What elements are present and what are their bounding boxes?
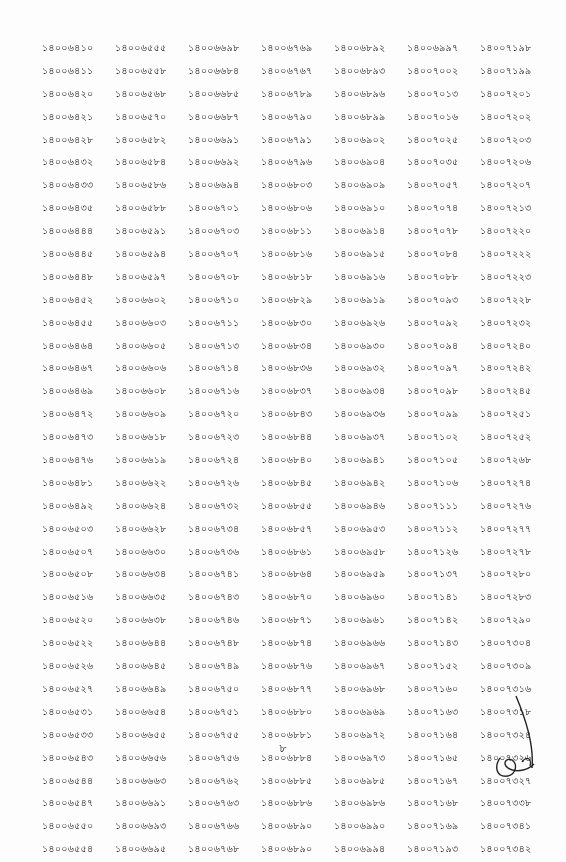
roll-number-cell: ১৪০০৬৮৮১ [261,729,313,741]
roll-number-cell: ১৪০০৭০৭৮ [407,226,459,238]
roll-number-cell: ১৪০০৭০৯৯ [407,409,459,421]
roll-number-cell: ১৪০০৬৭১০ [188,294,240,306]
roll-number-cell: ১৪০০৬৭৩৬ [188,546,240,558]
roll-number-cell: ১৪০০৬৯১৫ [334,249,386,261]
roll-number-cell: ১৪০০৬৫৩৩ [42,729,94,741]
roll-number-cell: ১৪০০৬৫৩১ [42,706,94,718]
roll-number-cell: ১৪০০৬৭৮৯ [261,88,313,100]
roll-number-cell: ১৪০০৬৬০৫ [115,340,167,352]
roll-number-cell: ১৪০০৭০৯৩ [407,294,459,306]
roll-number-cell: ১৪০০৬৭৫৬ [188,752,240,764]
roll-number-cell: ১৪০০৬৬৯৫ [115,844,167,856]
roll-number-cell: ১৪০০৬৮৯৯ [334,111,386,123]
roll-number-cell: ১৪০০৬৮৩৭ [261,386,313,398]
roll-number-cell: ১৪০০৬৫৮২ [115,134,167,146]
roll-number-cell: ১৪০০৬৭১৪ [188,363,240,375]
roll-number-cell: ১৪০০৬৫২২ [42,638,94,650]
roll-number-cell: ১৪০০৬৫৫৮ [115,65,167,77]
roll-number-cell: ১৪০০৬৭৬৭ [261,65,313,77]
roll-number-cell: ১৪০০৭৩৪২ [480,844,532,856]
roll-number-cell: ১৪০০৬৫২৬ [42,661,94,673]
roll-number-cell: ১৪০০৬৫২৭ [42,683,94,695]
roll-number-cell: ১৪০০৭২০৬ [480,157,532,169]
roll-number-cell: ১৪০০৬৯০২ [334,134,386,146]
roll-number-cell: ১৪০০৭২৪৫ [480,386,532,398]
roll-number-cell: ১৪০০৬৮৪৪ [261,432,313,444]
roll-number-cell: ১৪০০৭২২২ [480,249,532,261]
roll-number-cell: ১৪০০৬৫৬৮ [115,88,167,100]
roll-number-cell: ১৪০০৬৮৭৬ [261,661,313,673]
roll-number-cell: ১৪০০৬৭১৬ [188,386,240,398]
roll-number-cell: ১৪০০৬৮৪৩ [261,409,313,421]
roll-number-cell: ১৪০০৭২০১ [480,88,532,100]
roll-number-cell: ১৪০০৬৯৫৯ [334,569,386,581]
roll-number-cell: ১৪০০৬৯৭৩ [334,752,386,764]
roll-number-cell: ১৪০০৬৯৬১ [334,615,386,627]
roll-number-cell: ১৪০০৬৪৬৪ [42,340,94,352]
roll-number-cell: ১৪০০৬৯৯৪ [334,844,386,856]
roll-number-cell: ১৪০০৬৫৮৪ [115,157,167,169]
roll-number-cell: ১৪০০৬৯৩৪ [334,386,386,398]
roll-number-cell: ১৪০০৬৭৬৬ [188,821,240,833]
roll-number-cell: ১৪০০৭০৭৪ [407,203,459,215]
roll-number-cell: ১৪০০৬৮১৮ [261,271,313,283]
roll-number-cell: ১৪০০৭১৬৪ [407,729,459,741]
roll-number-cell: ১৪০০৬৪২৮ [42,134,94,146]
signature-mark [486,690,556,790]
roll-number-cell: ১৪০০৬৭০৩ [188,226,240,238]
roll-number-cell: ১৪০০৬৬৮৪ [188,65,240,77]
roll-number-cell: ১৪০০৭০৯৭ [407,363,459,375]
roll-number-cell: ১৪০০৬৯৩৭ [334,432,386,444]
roll-number-cell: ১৪০০৬৮৩৪ [261,340,313,352]
roll-number-cell: ১৪০০৬৯৬৬ [334,638,386,650]
roll-number-cell: ১৪০০৬৬৯১ [188,134,240,146]
roll-number-cell: ১৪০০৭০২৫ [407,134,459,146]
roll-number-cell: ১৪০০৬৮৩০ [261,317,313,329]
roll-number-cell: ১৪০০৬৮৯০ [261,821,313,833]
roll-number-cell: ১৪০০৭১০৫ [407,455,459,467]
roll-number-cell: ১৪০০৭২০৭ [480,180,532,192]
roll-number-cell: ১৪০০৬৯৪২ [334,477,386,489]
roll-number-cell: ১৪০০৬৮৮৫ [261,775,313,787]
roll-number-cell: ১৪০০৬৮৯৬ [334,88,386,100]
roll-number-cell: ১৪০০৭৩২৪ [480,729,532,741]
roll-number-cell: ১৪০০৬৯৬৮ [334,683,386,695]
roll-number-cell: ১৪০০৭৩৪১ [480,821,532,833]
roll-number-cell: ১৪০০৬৬৯১ [115,798,167,810]
roll-number-cell: ১৪০০৭০০২ [407,65,459,77]
roll-number-cell: ১৪০০৬৬৯৮ [188,43,240,54]
roll-number-cell: ১৪০০৬৯১৯ [334,294,386,306]
roll-number-cell: ১৪০০৬৮৭৪ [261,638,313,650]
roll-number-cell: ১৪০০৬৪৫৫ [42,317,94,329]
roll-number-cell: ১৪০০৭১৯৩ [407,844,459,856]
roll-number-cell: ১৪০০৬৮৯২ [334,43,386,54]
roll-number-cell: ১৪০০৬৪২০ [42,88,94,100]
roll-number-cell: ১৪০০৬৭৩২ [188,500,240,512]
roll-number-cell: ১৪০০৭১২৬ [407,546,459,558]
roll-number-cell: ১৪০০৬৪৬৯ [42,386,94,398]
roll-number-cell: ১৪০০৬৬০৯ [115,409,167,421]
roll-number-cell: ১৪০০৬৬৩৮ [115,615,167,627]
roll-number-cell: ১৪০০৬৭৬২ [188,775,240,787]
roll-number-cell: ১৪০০৭২৭৪ [480,477,532,489]
roll-number-cell: ১৪০০৬৫৪৪ [42,775,94,787]
roll-number-cell: ১৪০০৬৫৯১ [115,226,167,238]
roll-number-cell: ১৪০০৬৯৮৫ [334,775,386,787]
roll-number-cell: ১৪০০৬৭০৮ [188,271,240,283]
roll-number-cell: ১৪০০৬৪৩৫ [42,203,94,215]
roll-number-cell: ১৪০০৭০৮৪ [407,249,459,261]
roll-number-cell: ১৪০০৬৮৮৬ [261,798,313,810]
roll-number-cell: ১৪০০৭১১১ [407,500,459,512]
roll-number-cell: ১৪০০৭২৮০ [480,569,532,581]
roll-number-cell: ১৪০০৬৫৭০ [115,111,167,123]
roll-number-cell: ১৪০০৬৮৪০ [261,455,313,467]
roll-number-cell: ১৪০০৬৯২৬ [334,317,386,329]
roll-number-cell: ১৪০০৭২৭৬ [480,500,532,512]
roll-number-cell: ১৪০০৬৯১০ [334,203,386,215]
roll-number-cell: ১৪০০৭২২০ [480,226,532,238]
roll-number-cell: ১৪০০৭১৩৭ [407,569,459,581]
roll-number-cell: ১৪০০৬৬০৮ [115,386,167,398]
roll-number-cell: ১৪০০৬৯৬৭ [334,661,386,673]
roll-number-cell: ১৪০০৭১০২ [407,432,459,444]
roll-number-cell: ১৪০০৬৮০৩ [261,180,313,192]
roll-number-cell: ১৪০০৬৬৫৪ [115,706,167,718]
roll-number-cell: ১৪০০৭০১৬ [407,111,459,123]
roll-number-cell: ১৪০০৬৯১৪ [334,226,386,238]
roll-number-cell: ১৪০০৬৭৫৫ [188,729,240,741]
roll-number-cell: ১৪০০৬৬৯৩ [115,821,167,833]
roll-number-cell: ১৪০০৭১০৬ [407,477,459,489]
roll-number-cell: ১৪০০৬৭৪১ [188,569,240,581]
roll-number-cell: ১৪০০৭৩১৮ [480,706,532,718]
roll-number-cell: ১৪০০৬৮১৬ [261,249,313,261]
roll-number-cell: ১৪০০৭২০৩ [480,134,532,146]
roll-number-cell: ১৪০০৬৮০৬ [261,203,313,215]
roll-number-cell: ১৪০০৭১৬০ [407,683,459,695]
roll-number-cell: ১৪০০৬৫৯৭ [115,271,167,283]
roll-number-cell: ১৪০০৬৮৮৪ [261,752,313,764]
roll-number-cell: ১৪০০৬৭৪৯ [188,661,240,673]
roll-number-cell: ১৪০০৭৩৩৮ [480,798,532,810]
roll-number-cell: ১৪০০৭১৫২ [407,661,459,673]
roll-number-cell: ১৪০০৬৮২৯ [261,294,313,306]
roll-number-cell: ১৪০০৬৪৩৩ [42,180,94,192]
roll-number-cell: ১৪০০৬৭৯১ [261,134,313,146]
roll-number-cell: ১৪০০৬৭১১ [188,317,240,329]
roll-number-cell: ১৪০০৭০৫৭ [407,180,459,192]
roll-number-cell: ১৪০০৬৭৬৩ [188,798,240,810]
roll-number-cell: ১৪০০৭১৪২ [407,615,459,627]
roll-number-cell: ১৪০০৬৬৩৫ [115,592,167,604]
roll-number-cell: ১৪০০৬৭০১ [188,203,240,215]
roll-number-cell: ১৪০০৭১৪৩ [407,638,459,650]
roll-number-cell: ১৪০০৬৪৭২ [42,409,94,421]
roll-number-cell: ১৪০০৭১৬৭ [407,775,459,787]
roll-number-cell: ১৪০০৬৯৫৮ [334,546,386,558]
roll-number-cell: ১৪০০৬৯৯০ [334,821,386,833]
roll-number-cell: ১৪০০৭০৯২ [407,317,459,329]
roll-number-cell: ১৪০০৬৪৪৮ [42,271,94,283]
roll-number-cell: ১৪০০৬৯৪৬ [334,500,386,512]
roll-number-cell: ১৪০০৬৭৫১ [188,706,240,718]
roll-number-cell: ১৪০০৬৬২৪ [115,500,167,512]
roll-number-cell: ১৪০০৬৮৬৪ [261,569,313,581]
roll-number-cell: ১৪০০৬৫০৩ [42,523,94,535]
roll-number-cell: ১৪০০৬৮৭১ [261,615,313,627]
roll-number-cell: ১৪০০৭১১২ [407,523,459,535]
roll-number-cell: ১৪০০৭০৯৮ [407,386,459,398]
roll-number-cell: ১৪০০৬৬৫৫ [115,729,167,741]
roll-number-cell: ১৪০০৭১৯৮ [480,43,532,54]
roll-number-cell: ১৪০০৭৩২৬ [480,752,532,764]
roll-number-cell: ১৪০০৭৩২৭ [480,775,532,787]
roll-number-cell: ১৪০০৬৫০৮ [42,569,94,581]
roll-number-cell: ১৪০০৭২৮৩ [480,592,532,604]
roll-number-cell: ১৪০০৬৭৯৬ [261,157,313,169]
roll-number-cell: ১৪০০৬৮৮০ [261,706,313,718]
roll-number-cell: ১৪০০৬৭০৭ [188,249,240,261]
roll-number-cell: ১৪০০৬৭৯০ [261,111,313,123]
roll-number-cell: ১৪০০৬৬৩০ [115,546,167,558]
roll-number-cell: ১৪০০৬৭৬৯ [261,43,313,54]
roll-number-cell: ১৪০০৬৬৯২ [188,157,240,169]
roll-number-cell: ১৪০০৬৭৪৩ [188,592,240,604]
roll-number-cell: ১৪০০৬৬৯৪ [188,180,240,192]
roll-number-cell: ১৪০০৬৪৫২ [42,294,94,306]
roll-number-cell: ১৪০০৭৩০৪ [480,638,532,650]
roll-number-cell: ১৪০০৭১৪১ [407,592,459,604]
roll-number-table [38,38,550,862]
roll-number-cell: ১৪০০৬৫০৭ [42,546,94,558]
roll-number-cell: ১৪০০৬৬০৩ [115,317,167,329]
roll-number-cell: ১৪০০৭৩০৯ [480,661,532,673]
roll-number-cell: ১৪০০৬৭১৩ [188,340,240,352]
roll-number-cell: ১৪০০৭১৯৯ [480,65,532,77]
roll-number-cell: ১৪০০৬৯৬০ [334,592,386,604]
roll-number-cell: ১৪০০৭২৬৮ [480,455,532,467]
roll-number-cell: ১৪০০৬৬৩৪ [115,569,167,581]
roll-number-cell: ১৪০০৬৬৬৩ [115,775,167,787]
roll-number-cell: ১৪০০৬৭২৬ [188,477,240,489]
roll-number-cell: ১৪০০৬৪৯২ [42,500,94,512]
roll-number-cell: ১৪০০৬৭২৪ [188,455,240,467]
roll-number-cell: ১৪০০৭৩১৬ [480,683,532,695]
roll-number-cell: ১৪০০৭২৪২ [480,363,532,375]
roll-number-cell: ১৪০০৭২৭৮ [480,546,532,558]
roll-number-cell: ১৪০০৬৭৬৮ [188,844,240,856]
roll-number-cell: ১৪০০৬৮৬১ [261,546,313,558]
roll-number-cell: ১৪০০৬৬৮৭ [188,111,240,123]
roll-number-cell: ১৪০০৭২৪০ [480,340,532,352]
roll-number-cell: ১৪০০৬৫৪৭ [42,798,94,810]
roll-number-cell: ১৪০০৬৫৮৬ [115,180,167,192]
roll-number-cell: ১৪০০৬৪৮১ [42,477,94,489]
roll-number-cell: ১৪০০৬৬৪৪ [115,638,167,650]
roll-number-cell: ১৪০০৬৮৭৭ [261,683,313,695]
roll-number-cell: ১৪০০৬৪৬৭ [42,363,94,375]
roll-number-cell: ১৪০০৬৭৩৪ [188,523,240,535]
roll-number-cell: ১৪০০৬৫২০ [42,615,94,627]
roll-number-cell: ১৪০০৬৯৩৬ [334,409,386,421]
roll-number-cell: ১৪০০৬৬২৮ [115,523,167,535]
roll-number-cell: ১৪০০৬৪৪৪ [42,226,94,238]
roll-number-cell: ১৪০০৬৬১৮ [115,432,167,444]
roll-number-cell: ১৪০০৬৬৫৬ [115,752,167,764]
roll-number-cell: ১৪০০৬৪৭৬ [42,455,94,467]
roll-number-cell: ১৪০০৭১৬৯ [407,821,459,833]
roll-number-cell: ১৪০০৭২৫২ [480,432,532,444]
roll-number-cell: ১৪০০৬৯৭২ [334,729,386,741]
roll-number-cell: ১৪০০৬৮৩৬ [261,363,313,375]
roll-number-cell: ১৪০০৬৯৪১ [334,455,386,467]
roll-number-cell: ১৪০০৬৯০৯ [334,180,386,192]
roll-number-cell: ১৪০০৬৬৪৫ [115,661,167,673]
roll-number-cell: ১৪০০৬৫৯৪ [115,249,167,261]
roll-number-cell: ১৪০০৬৪১০ [42,43,94,54]
roll-number-cell: ১৪০০৬৬০৬ [115,363,167,375]
roll-number-cell: ১৪০০৬৯৩২ [334,363,386,375]
roll-number-cell: ১৪০০৬৭৪৬ [188,615,240,627]
roll-number-cell: ১৪০০৬৭৫০ [188,683,240,695]
roll-number-cell: ১৪০০৬৬১৯ [115,455,167,467]
roll-number-cell: ১৪০০৬৫৫৪ [42,844,94,856]
roll-number-cell: ১৪০০৭২২৩ [480,271,532,283]
roll-number-cell: ১৪০০৭২৭৭ [480,523,532,535]
roll-number-cell: ১৪০০৬৭২০ [188,409,240,421]
roll-number-cell: ১৪০০৭০৩৫ [407,157,459,169]
roll-number-cell: ১৪০০৭১৬৩ [407,706,459,718]
roll-number-cell: ১৪০০৬৮৫৭ [261,523,313,535]
roll-number-cell: ১৪০০৭২২৮ [480,294,532,306]
roll-number-cell: ১৪০০৬৭২৩ [188,432,240,444]
roll-number-cell: ১৪০০৭২৫১ [480,409,532,421]
roll-number-cell: ১৪০০৭০১৩ [407,88,459,100]
roll-number-cell: ১৪০০৭০৯৪ [407,340,459,352]
roll-number-cell: ১৪০০৭১৬৮ [407,798,459,810]
roll-number-cell: ১৪০০৬৮৪৫ [261,477,313,489]
roll-number-cell: ১৪০০৬৯৯৭ [407,43,459,54]
roll-number-cell: ১৪০০৬৬৪৯ [115,683,167,695]
roll-number-cell: ১৪০০৬৯০৪ [334,157,386,169]
roll-number-cell: ১৪০০৭০৮৮ [407,271,459,283]
roll-number-cell: ১৪০০৬৫৮৮ [115,203,167,215]
roll-number-cell: ১৪০০৬৮১১ [261,226,313,238]
roll-number-cell: ১৪০০৭২০২ [480,111,532,123]
roll-number-cell: ১৪০০৬৯৮৬ [334,798,386,810]
roll-number-cell: ১৪০০৬৮৭০ [261,592,313,604]
roll-number-cell: ১৪০০৬৬০২ [115,294,167,306]
roll-number-cell: ১৪০০৭২১৩ [480,203,532,215]
roll-number-cell: ১৪০০৬৯১৬ [334,271,386,283]
roll-number-cell: ১৪০০৬৮৯০ [261,844,313,856]
roll-number-cell: ১৪০০৬৬২২ [115,477,167,489]
roll-number-cell: ১৪০০৬৭৪৮ [188,638,240,650]
roll-number-cell: ১৪০০৬৪২১ [42,111,94,123]
roll-number-cell: ১৪০০৬৮৯৩ [334,65,386,77]
roll-number-cell: ১৪০০৬৪১১ [42,65,94,77]
roll-number-cell: ১৪০০৬৯৬৯ [334,706,386,718]
roll-number-cell: ১৪০০৬৫৫০ [42,821,94,833]
roll-number-cell: ১৪০০৬৬৮৫ [188,88,240,100]
roll-number-cell: ১৪০০৭১৬৫ [407,752,459,764]
roll-number-cell: ১৪০০৬৮৫৫ [261,500,313,512]
roll-number-cell: ১৪০০৬৫৫৫ [115,43,167,54]
roll-number-cell: ১৪০০৬৪৭৩ [42,432,94,444]
roll-number-cell: ১৪০০৬৫৪৩ [42,752,94,764]
roll-number-cell: ১৪০০৬৪৩২ [42,157,94,169]
page-number: ৮ [279,742,287,755]
roll-number-cell: ১৪০০৭২৯০ [480,615,532,627]
roll-number-cell: ১৪০০৬৫১৬ [42,592,94,604]
roll-number-cell: ১৪০০৬৪৪৫ [42,249,94,261]
roll-number-cell: ১৪০০৬৯৫৩ [334,523,386,535]
roll-number-cell: ১৪০০৭২৩২ [480,317,532,329]
roll-number-cell: ১৪০০৬৯৩০ [334,340,386,352]
